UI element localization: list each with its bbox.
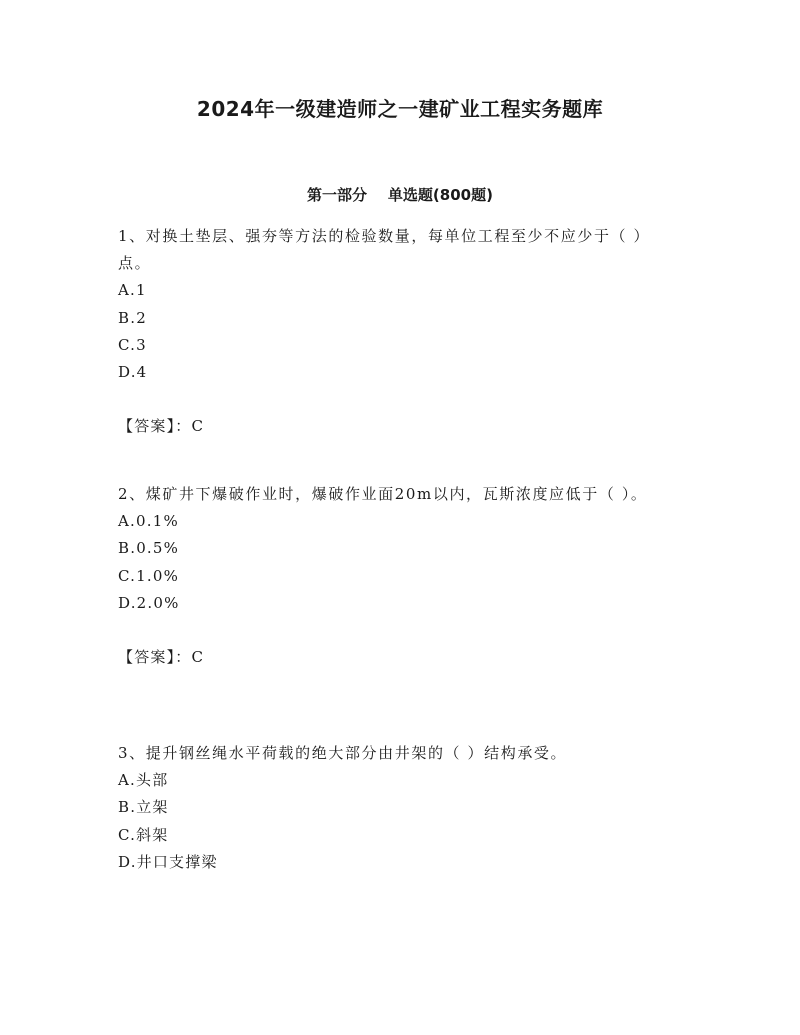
option-d: D.井口支撑梁 xyxy=(118,852,218,871)
option-b: B.立架 xyxy=(118,798,169,817)
option-c: C.3 xyxy=(118,335,147,354)
option-a: A.头部 xyxy=(118,771,169,790)
option-c: C.斜架 xyxy=(118,825,169,844)
answer-line xyxy=(118,644,678,671)
question-stem: 1、对换土垫层、强夯等方法的检验数量，每单位工程至少不应少于（ ）点。 xyxy=(118,227,651,273)
option-b: B.0.5% xyxy=(118,539,180,558)
document-title: 2024年一级建造师之一建矿业工程实务题库 xyxy=(196,97,604,121)
question-stem: 2、煤矿井下爆破作业时，爆破作业面20m以内，瓦斯浓度应低于（ ）。 xyxy=(118,485,648,503)
answer-label: 【答案】： xyxy=(118,417,192,436)
option-d: D.4 xyxy=(118,363,148,382)
answer-line xyxy=(118,413,678,440)
question-3 xyxy=(118,740,678,876)
option-c: C.1.0% xyxy=(118,566,180,585)
option-b: B.2 xyxy=(118,308,147,327)
answer-value: C xyxy=(191,417,205,436)
answer-value: C xyxy=(191,648,205,667)
question-2 xyxy=(118,481,678,671)
section-heading: 第一部分 单选题(800题) xyxy=(307,186,493,204)
option-a: A.0.1% xyxy=(118,512,179,531)
question-1 xyxy=(118,223,678,440)
option-d: D.2.0% xyxy=(118,593,180,612)
answer-label: 【答案】： xyxy=(118,648,192,667)
question-stem: 3、提升钢丝绳水平荷载的绝大部分由井架的（ ）结构承受。 xyxy=(118,744,568,762)
option-a: A.1 xyxy=(118,281,147,300)
